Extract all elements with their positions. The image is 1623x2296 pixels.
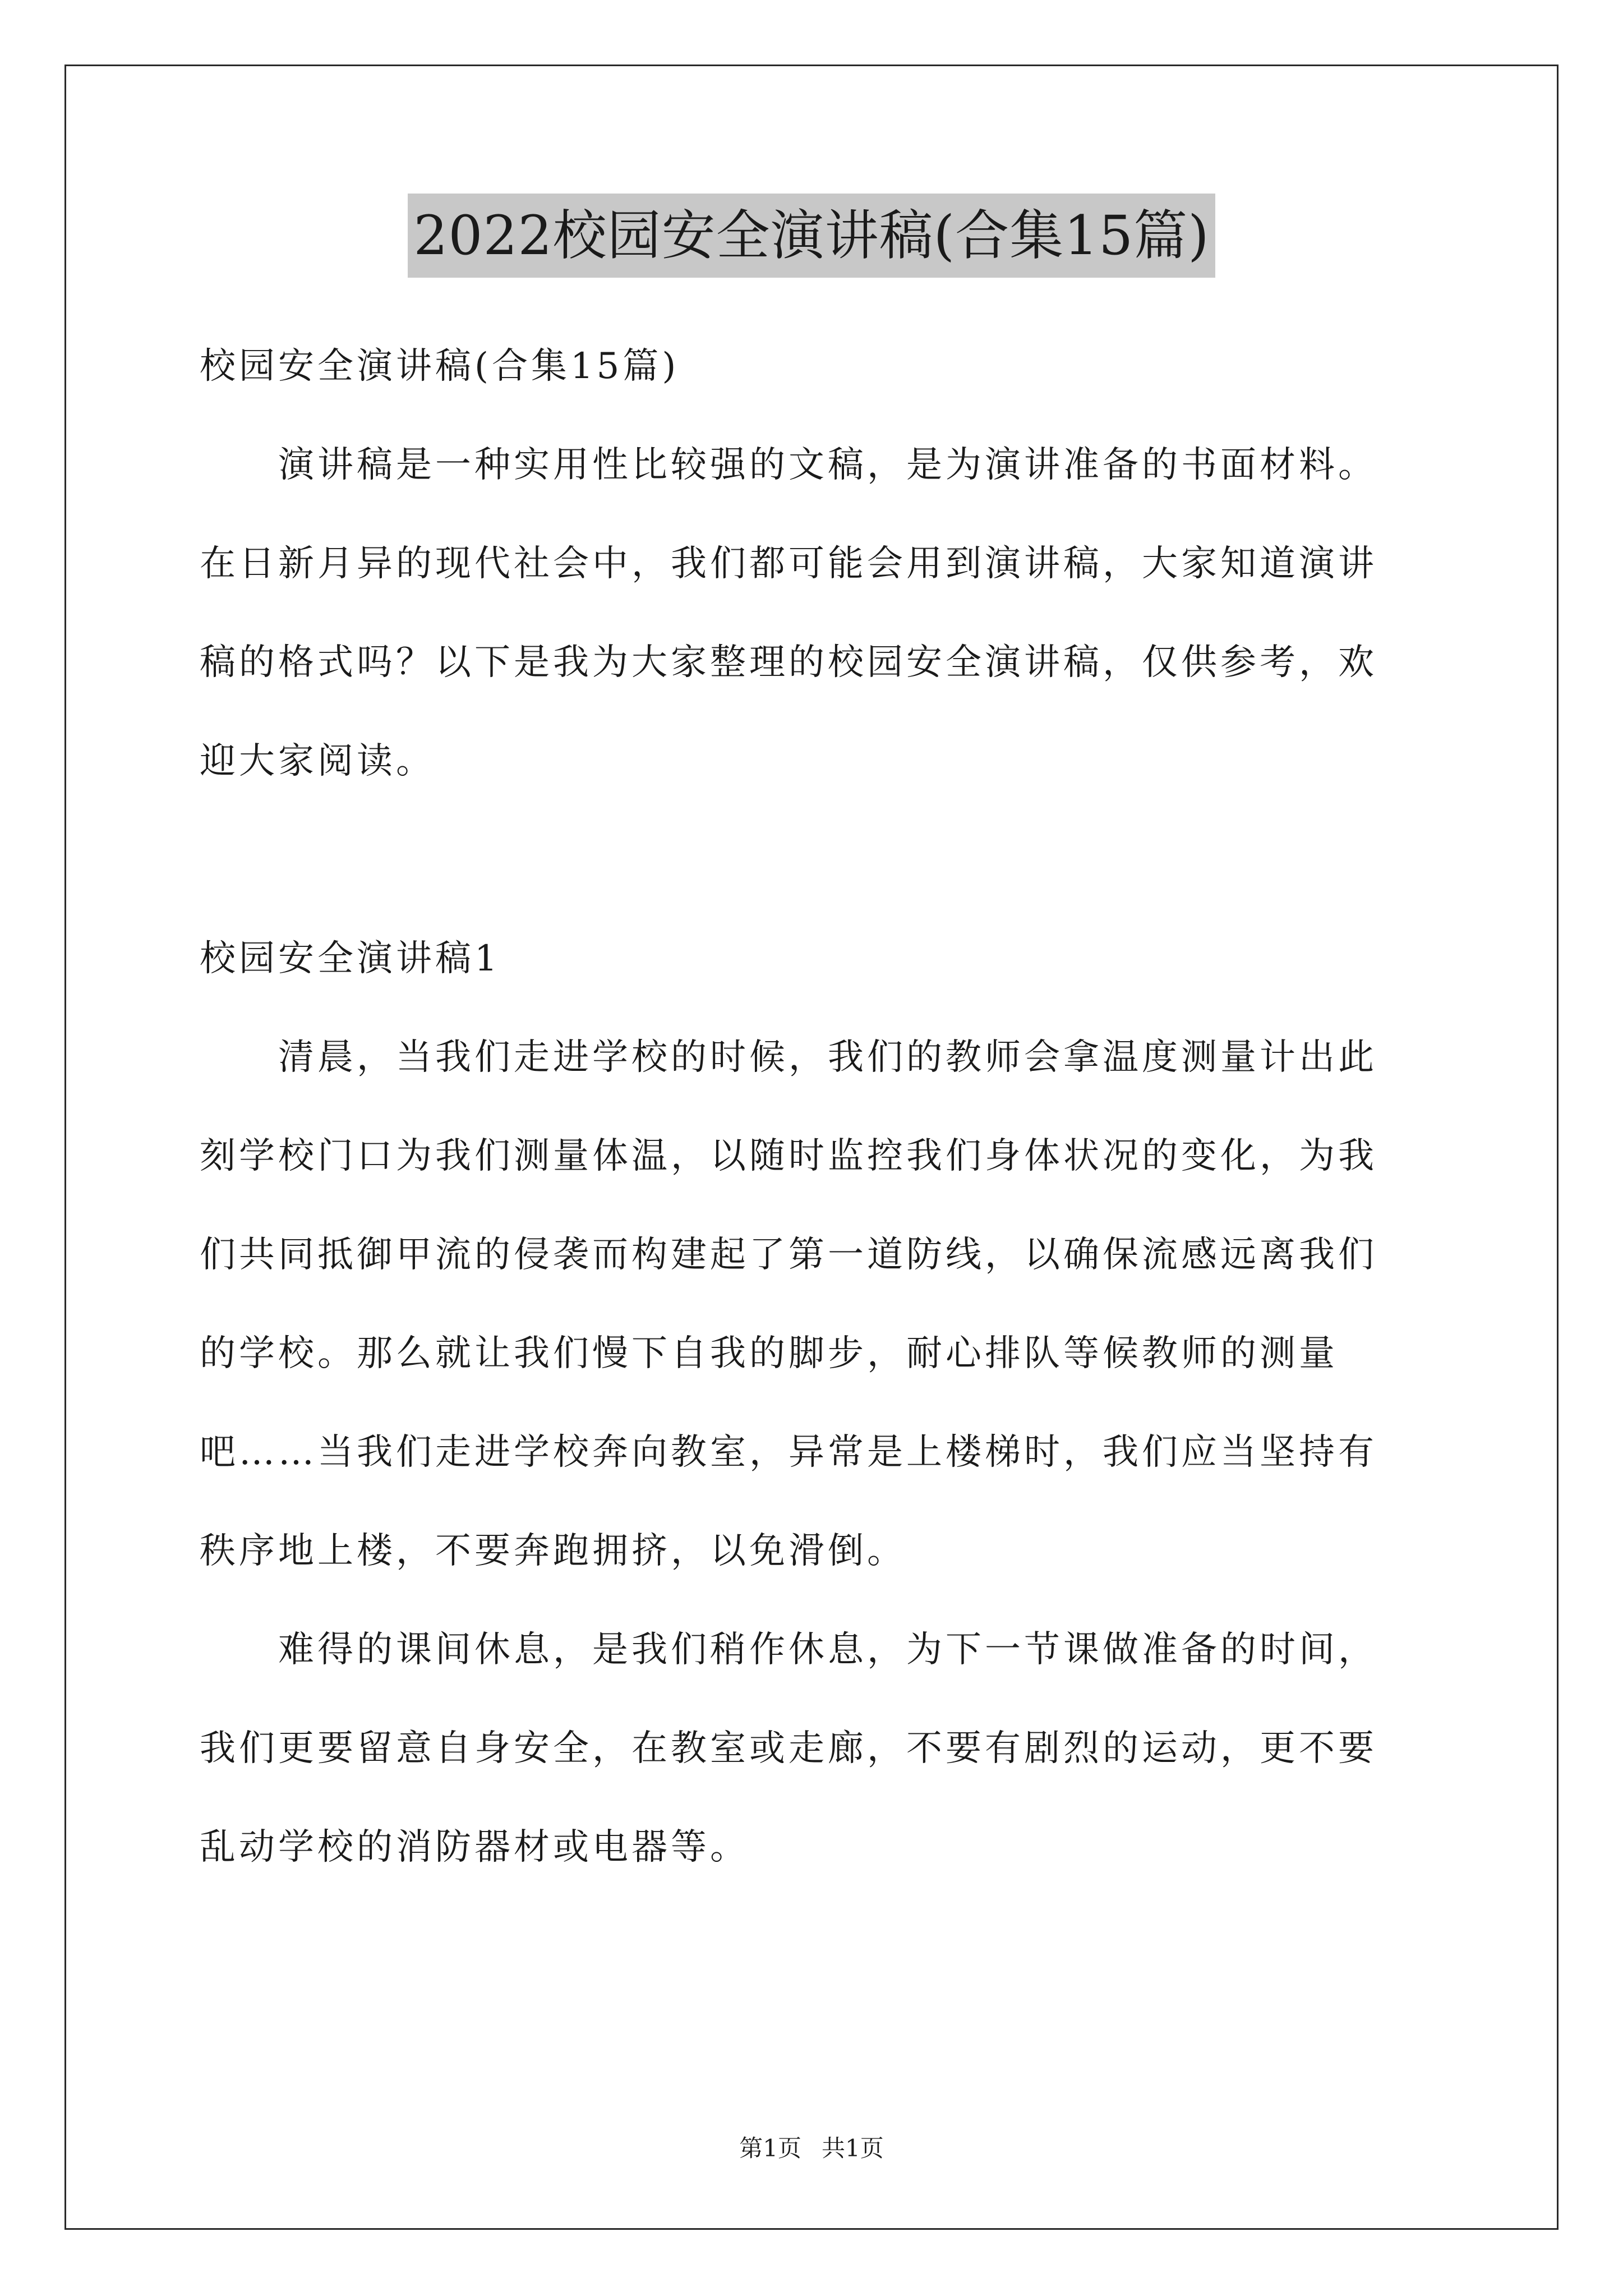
spacer [200, 811, 1428, 909]
document-body [200, 317, 1428, 1897]
paragraph-line: 秩序地上楼，不要奔跑拥挤，以免滑倒。 [200, 1530, 906, 1572]
page-total: 共1页 [822, 2134, 884, 2162]
page-footer [0, 2132, 1623, 2165]
intro-line: 迎大家阅读。 [200, 740, 435, 782]
paragraph-line: 的学校。那么就让我们慢下自我的脚步，耐心排队等候教师的测量 [200, 1333, 1338, 1374]
paragraph-line: 清晨，当我们走进学校的时候，我们的教师会拿温度测量计出此 [278, 1037, 1377, 1078]
title-area [0, 194, 1623, 278]
paragraph-line: 们共同抵御甲流的侵袭而构建起了第一道防线，以确保流感远离我们 [200, 1234, 1377, 1276]
paragraph-line: 难得的课间休息，是我们稍作休息，为下一节课做准备的时间， [278, 1629, 1377, 1671]
intro-line: 演讲稿是一种实用性比较强的文稿，是为演讲准备的书面材料。 [278, 444, 1377, 486]
section-heading: 校园安全演讲稿1 [200, 938, 501, 979]
paragraph-line: 吧……当我们走进学校奔向教室，异常是上楼梯时，我们应当坚持有 [200, 1432, 1377, 1473]
intro-line: 在日新月异的现代社会中，我们都可能会用到演讲稿，大家知道演讲 [200, 543, 1377, 585]
intro-line: 稿的格式吗？以下是我为大家整理的校园安全演讲稿，仅供参考，欢 [200, 642, 1377, 683]
paragraph-line: 我们更要留意自身安全，在教室或走廊，不要有剧烈的运动，更不要 [200, 1728, 1377, 1769]
paragraph-line: 乱动学校的消防器材或电器等。 [200, 1826, 749, 1868]
document-title: 2022校园安全演讲稿(合集15篇) [408, 194, 1215, 278]
page-number: 第1页 [739, 2134, 801, 2162]
document-subtitle: 校园安全演讲稿(合集15篇) [200, 346, 680, 387]
paragraph-line: 刻学校门口为我们测量体温，以随时监控我们身体状况的变化，为我 [200, 1135, 1377, 1177]
